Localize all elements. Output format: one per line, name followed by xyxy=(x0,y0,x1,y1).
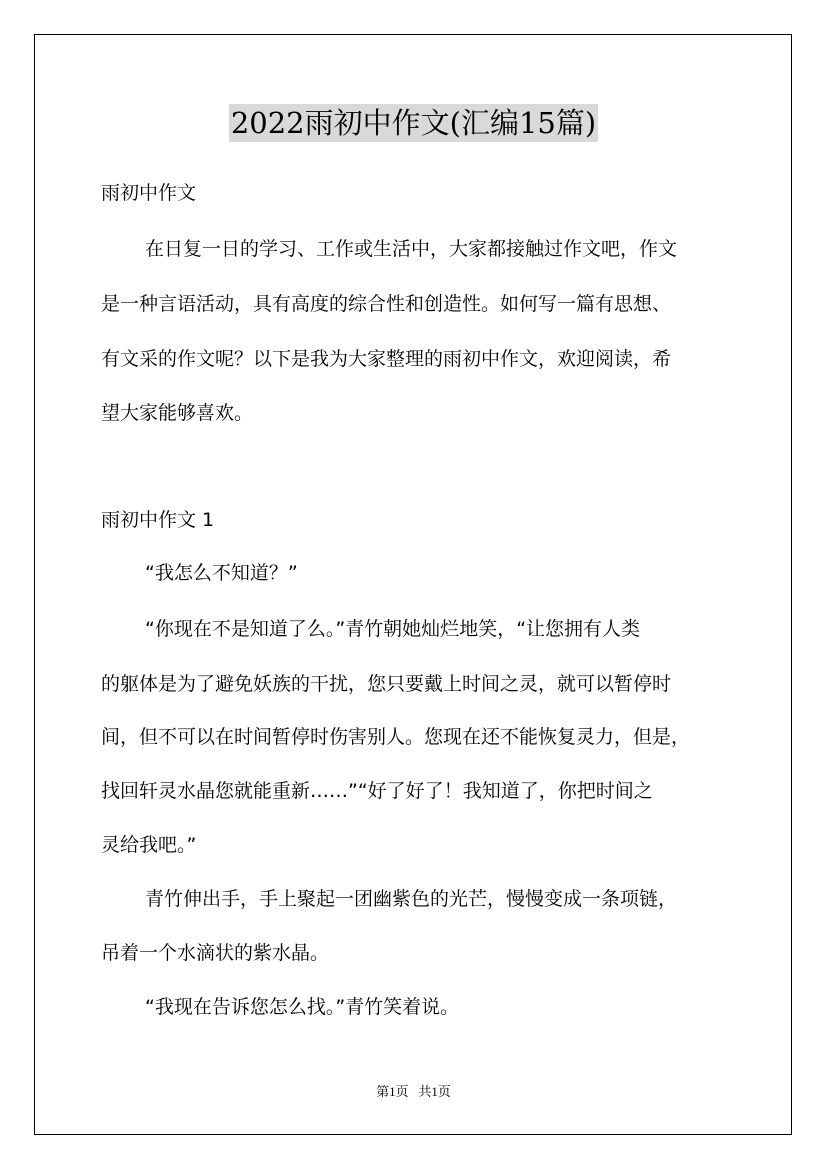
page-total: 共1页 xyxy=(418,1084,451,1099)
paragraph-line: 望大家能够喜欢。 xyxy=(101,402,254,424)
paragraph-line: 吊着一个水滴状的紫水晶。 xyxy=(101,942,330,964)
paragraph-line: “我怎么不知道？” xyxy=(145,562,298,584)
paragraph-line: 找回轩灵水晶您就能重新……”“好了好了！我知道了，你把时间之 xyxy=(101,780,653,802)
paragraph-line: 在日复一日的学习、工作或生活中，大家都接触过作文吧，作文 xyxy=(145,238,678,260)
title-container xyxy=(0,104,827,142)
paragraph-line: 青竹伸出手，手上聚起一团幽紫色的光芒，慢慢变成一条项链， xyxy=(145,888,678,910)
paragraph-line: 是一种言语活动，具有高度的综合性和创造性。如何写一篇有思想、 xyxy=(101,293,672,315)
paragraph-line: “你现在不是知道了么。”青竹朝她灿烂地笑，“让您拥有人类 xyxy=(145,618,641,640)
section-heading: 雨初中作文 1 xyxy=(101,509,215,531)
paragraph-line: 有文采的作文呢？以下是我为大家整理的雨初中作文，欢迎阅读，希 xyxy=(101,348,672,370)
paragraph-line: “我现在告诉您怎么找。”青竹笑着说。 xyxy=(145,996,460,1018)
page-number: 第1页 xyxy=(376,1084,409,1099)
page-footer xyxy=(0,1083,827,1101)
document-title: 2022雨初中作文(汇编15篇) xyxy=(230,106,597,140)
paragraph-line: 的躯体是为了避免妖族的干扰，您只要戴上时间之灵，就可以暂停时 xyxy=(101,673,672,695)
paragraph-line: 灵给我吧。” xyxy=(101,834,197,856)
paragraph-line: 间，但不可以在时间暂停时伤害别人。您现在还不能恢复灵力，但是， xyxy=(101,726,691,748)
intro-heading: 雨初中作文 xyxy=(101,182,197,204)
